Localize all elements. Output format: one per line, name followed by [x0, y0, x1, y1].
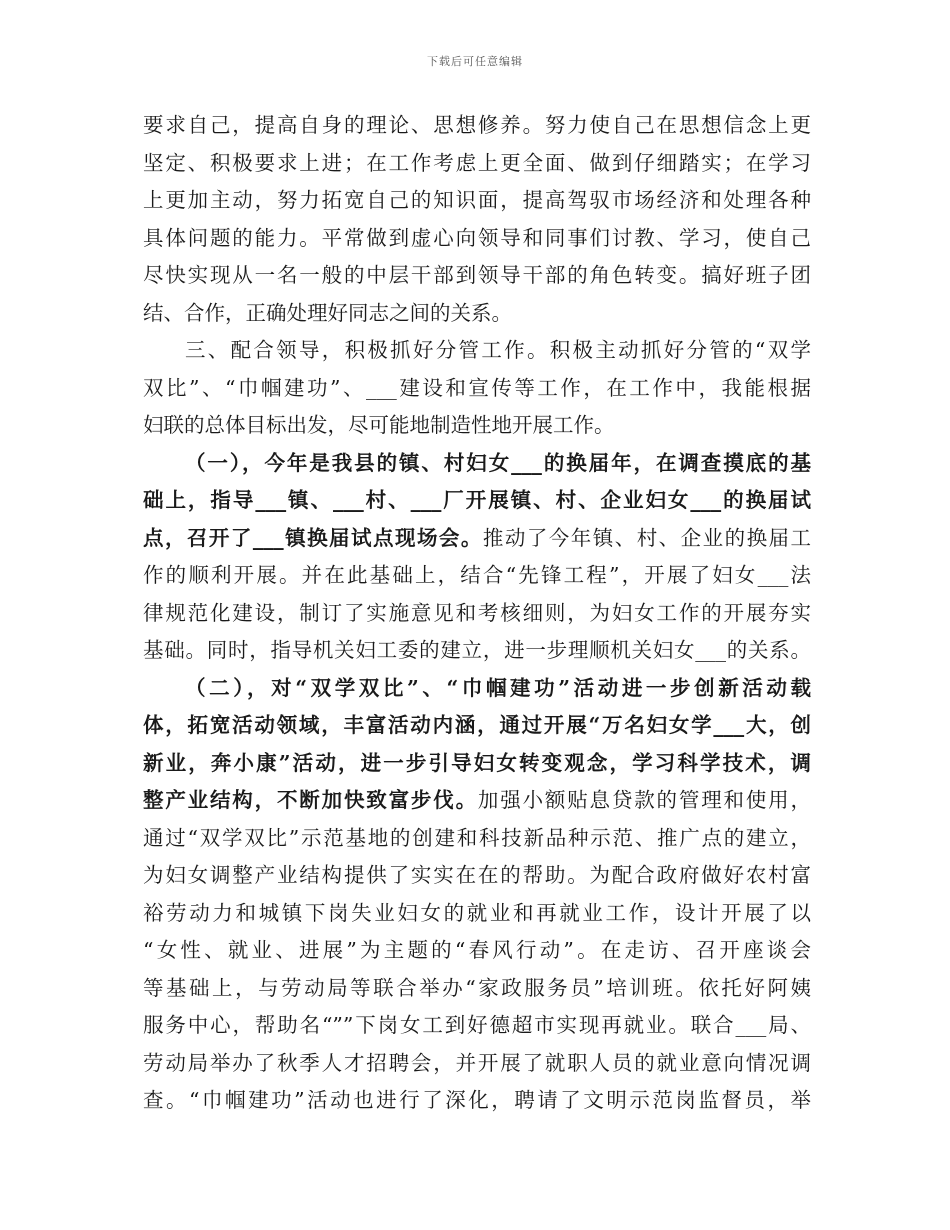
bold-text: 体，拓宽活动领域，丰富活动内涵，通过开展“万名妇女学___大，创 — [143, 713, 811, 737]
text-line — [143, 970, 811, 1008]
text-line — [143, 445, 811, 483]
body-text: 推动了今年镇、村、企业的换届工 — [482, 525, 812, 550]
text-line — [143, 895, 811, 933]
text-line — [143, 670, 811, 708]
body-text: 劳动局举办了秋季人才招聘会，并开展了就职人员的就业意向情况调 — [143, 1050, 811, 1075]
body-text: 通过“双学双比”示范基地的创建和科技新品种示范、推广点的建立， — [143, 825, 811, 850]
body-text: 双比”、“巾帼建功”、___建设和宣传等工作，在工作中，我能根据 — [143, 375, 811, 400]
body-text: 坚定、积极要求上进；在工作考虑上更全面、做到仔细踏实；在学习 — [143, 150, 811, 175]
page-header: 下载后可任意编辑 — [427, 55, 523, 68]
body-text: 加强小额贴息贷款的管理和使用， — [477, 788, 812, 812]
document-body — [143, 107, 811, 1120]
text-line — [143, 932, 811, 970]
text-line — [143, 107, 811, 145]
text-line — [143, 632, 811, 670]
text-line — [143, 1082, 811, 1120]
text-line — [143, 857, 811, 895]
body-text: “女性、就业、进展”为主题的“春风行动”。在走访、召开座谈会 — [143, 938, 811, 962]
text-line — [143, 182, 811, 220]
bold-text: 点，召开了___镇换届试点现场会。 — [143, 525, 483, 550]
body-text: 作的顺利开展。并在此基础上，结合“先锋工程”，开展了妇女___法 — [143, 563, 811, 587]
body-text: 查。“巾帼建功”活动也进行了深化，聘请了文明示范岗监督员，举 — [143, 1088, 811, 1112]
bold-text: 整产业结构，不断加快致富步伐。 — [143, 788, 478, 812]
body-text: 具体问题的能力。平常做到虚心向领导和同事们讨教、学习，使自己 — [143, 225, 811, 250]
text-line — [143, 707, 811, 745]
text-line — [143, 220, 811, 258]
body-text: 妇联的总体目标出发，尽可能地制造性地开展工作。 — [143, 413, 615, 437]
body-text: 服务中心，帮助名“””下岗女工到好德超市实现再就业。联合___局、 — [143, 1013, 811, 1037]
bold-text: （二），对“双学双比”、“巾帼建功”活动进一步创新活动载 — [185, 675, 811, 700]
body-text: 要求自己，提高自身的理论、思想修养。努力使自己在思想信念上更 — [143, 113, 811, 137]
text-line — [143, 145, 811, 183]
body-text: 裕劳动力和城镇下岗失业妇女的就业和再就业工作，设计开展了以 — [143, 900, 811, 925]
text-line — [143, 257, 811, 295]
body-text: 尽快实现从一名一般的中层干部到领导干部的角色转变。搞好班子团 — [143, 263, 811, 287]
body-text: 结、合作，正确处理好同志之间的关系。 — [143, 300, 512, 325]
text-line — [143, 332, 811, 370]
body-text: 上更加主动，努力拓宽自己的知识面，提高驾驭市场经济和处理各种 — [143, 188, 811, 212]
body-text: 三、配合领导，积极抓好分管工作。积极主动抓好分管的“双学 — [185, 338, 811, 362]
text-line — [143, 370, 811, 408]
text-line — [143, 482, 811, 520]
text-line — [143, 595, 811, 633]
text-line — [143, 557, 811, 595]
text-line — [143, 295, 811, 333]
body-text: 为妇女调整产业结构提供了实实在在的帮助。为配合政府做好农村富 — [143, 863, 811, 887]
text-line — [143, 745, 811, 783]
text-line — [143, 407, 811, 445]
body-text: 等基础上，与劳动局等联合举办“家政服务员”培训班。依托好阿姨 — [143, 975, 811, 1000]
body-text: 律规范化建设，制订了实施意见和考核细则，为妇女工作的开展夯实 — [143, 600, 811, 625]
text-line — [143, 520, 811, 558]
body-text: 基础。同时，指导机关妇工委的建立，进一步理顺机关妇女___的关系。 — [143, 638, 811, 662]
bold-text: 础上，指导___镇、___村、___厂开展镇、村、企业妇女___的换届试 — [143, 488, 811, 512]
bold-text: （一），今年是我县的镇、村妇女___的换届年，在调查摸底的基 — [185, 450, 811, 475]
bold-text: 新业，奔小康”活动，进一步引导妇女转变观念，学习科学技术，调 — [143, 750, 811, 775]
text-line — [143, 820, 811, 858]
text-line — [143, 1007, 811, 1045]
text-line — [143, 1045, 811, 1083]
text-line — [143, 782, 811, 820]
